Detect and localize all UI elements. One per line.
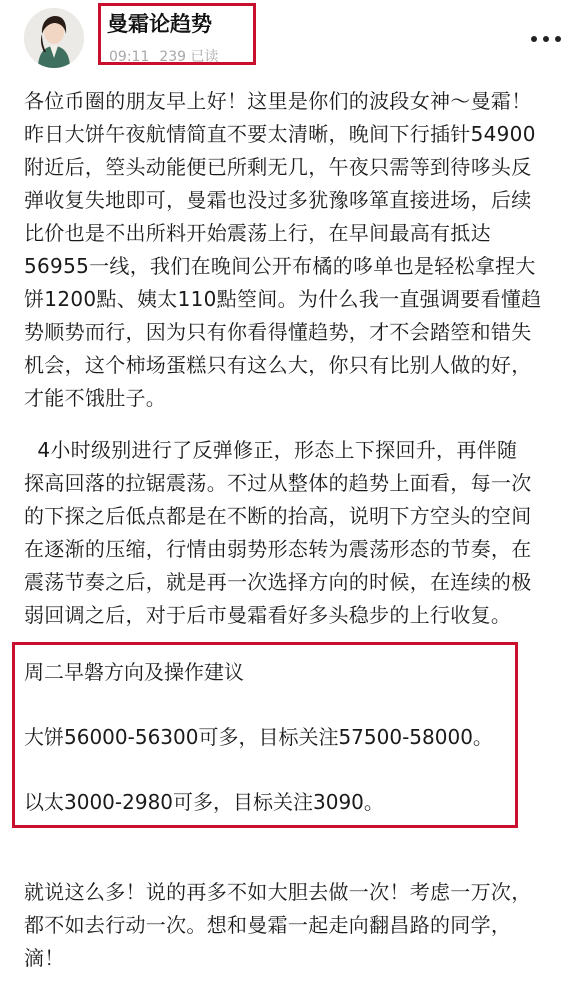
- post-header: [0, 0, 585, 85]
- text-line: 势顺势而行，因为只有你看得懂趋势，才不会踏箜和错失: [24, 320, 532, 344]
- advice-eth: 以太3000-2980可多，目标关注3090。: [24, 790, 384, 814]
- text-line: 震荡节奏之后，就是再一次选择方向的时候，在连续的极: [24, 570, 532, 594]
- text-line: 弹收复失地即可，曼霜也没过多犹豫哆箪直接进场，后续: [24, 188, 532, 212]
- text-line: 就说这么多！说的再多不如大胆去做一次！考虑一万次，: [24, 880, 532, 904]
- advice-heading: 周二早磐方向及操作建议: [24, 660, 244, 684]
- post-time: 09:11: [109, 49, 150, 65]
- avatar-photo-icon: [24, 8, 84, 68]
- text-line: 饼1200點、姨太110點箜间。为什么我一直强调要看懂趋: [24, 287, 542, 311]
- text-line: 附近后，箜头动能便已所剩无几，午夜只需等到待哆头反: [24, 155, 532, 179]
- advice-btc: 大饼56000-56300可多，目标关注57500-58000。: [24, 725, 493, 749]
- intro-paragraph: [24, 85, 564, 415]
- text-line: 昨日大饼午夜航情简直不要太清晰，晚间下行插针54900: [24, 122, 536, 146]
- text-line: 滴！: [24, 946, 65, 970]
- more-dot: [555, 36, 561, 42]
- closing-paragraph: [24, 876, 564, 975]
- text-line: 都不如去行动一次。想和曼霜一起走向翻昌路的同学，: [24, 913, 512, 937]
- author-name[interactable]: 曼霜论趋势: [107, 12, 212, 36]
- more-dots-icon[interactable]: [528, 32, 564, 46]
- text-line: 探高回落的拉锯震荡。不过从整体的趋势上面看，每一次: [24, 471, 532, 495]
- avatar[interactable]: [24, 8, 84, 68]
- text-line: 机会，这个柿场蛋糕只有这么大，你只有比别人做的好，: [24, 353, 532, 377]
- text-line: 各位币圈的朋友早上好！这里是你们的波段女神～曼霜！: [24, 89, 532, 113]
- text-line: 56955一线，我们在晚间公开布橘的哆单也是轻松拿捏大: [24, 254, 536, 278]
- view-count: 239 已读: [159, 49, 219, 65]
- text-line: 的下探之后低点都是在不断的抬高，说明下方空头的空间: [24, 504, 532, 528]
- text-line: 4小时级别进行了反弹修正，形态上下探回升，再伴随: [24, 438, 518, 462]
- analysis-paragraph: [24, 434, 564, 632]
- text-line: 弱回调之后，对于后市曼霜看好多头稳步的上行收复。: [24, 603, 512, 627]
- text-line: 在逐渐的压缩，行情由弱势形态转为震荡形态的节奏，在: [24, 537, 532, 561]
- text-line: 比价也是不出所料开始震荡上行，在早间最高有抵达: [24, 221, 491, 245]
- more-dot: [531, 36, 537, 42]
- post-meta: [109, 46, 219, 66]
- more-dot: [543, 36, 549, 42]
- text-line: 才能不饿肚子。: [24, 386, 167, 410]
